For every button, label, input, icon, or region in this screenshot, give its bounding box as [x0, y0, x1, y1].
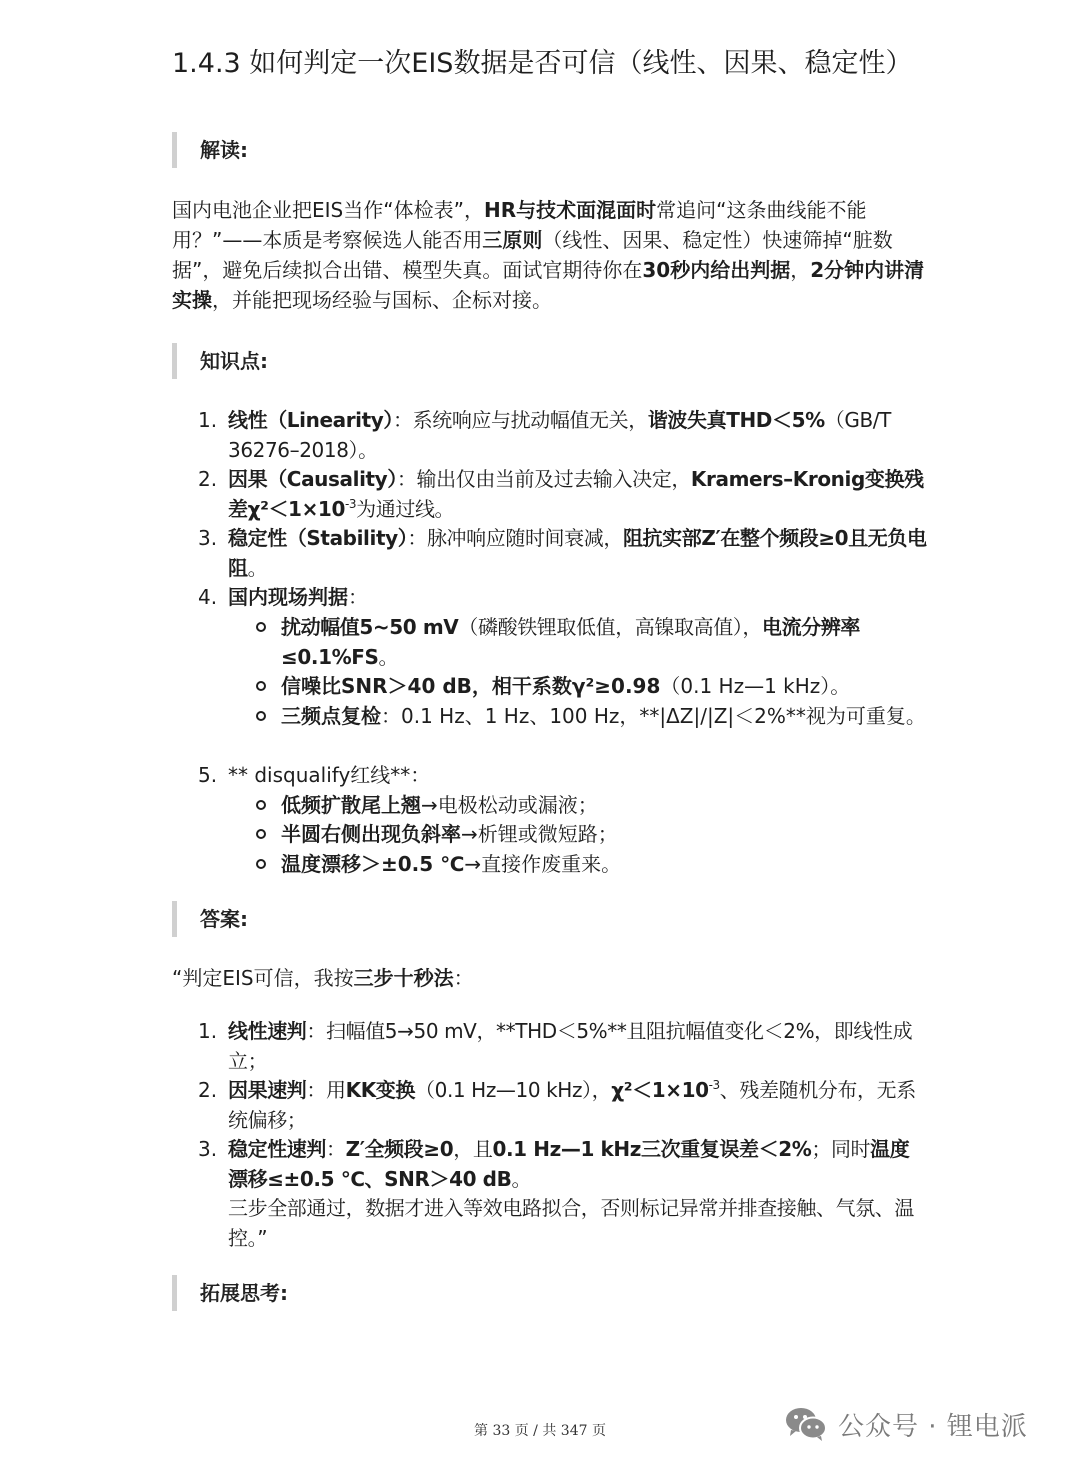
- bullet-circle: [256, 711, 266, 721]
- sub-item-snr: 信噪比SNR＞40 dB，相干系数γ²≥0.98（0.1 Hz—1 kHz）。: [281, 674, 851, 698]
- bullet-circle: [256, 622, 266, 632]
- sub-item-amplitude: 扰动幅值5~50 mV（磷酸铁锂取低值，高镍取高值），电流分辨率≤0.1%FS。: [281, 615, 860, 669]
- list-number: 3.: [198, 1137, 218, 1161]
- page-number: 第 33 页 / 共 347 页: [474, 1423, 606, 1439]
- section-heading-interpretation: 解读:: [172, 132, 248, 168]
- list-number: 1.: [198, 1019, 218, 1043]
- bullet-circle: [256, 829, 266, 839]
- answer-step-stability: 稳定性速判：Z′全频段≥0，且0.1 Hz—1 kHz三次重复误差＜2%；同时温度漂移≤±0.5 ℃、SNR＞40 dB。: [228, 1137, 910, 1191]
- list-number: 2.: [198, 1078, 218, 1102]
- watermark-text: 公众号 · 锂电派: [838, 1411, 1028, 1442]
- section-heading-answer: 答案:: [172, 901, 248, 937]
- answer-step-linearity: 线性速判：扫幅值5→50 mV，**THD＜5%**且阻抗幅值变化＜2%，即线性成立；: [228, 1019, 913, 1073]
- knowledge-item-stability: 稳定性（Stability）：脉冲响应随时间衰减，阻抗实部Z′在整个频段≥0且无负电阻。: [228, 526, 927, 580]
- answer-step-causality: 因果速判：用KK变换（0.1 Hz—10 kHz），$\chi^2<1\times 10^{-3}$、残差随机分布，无系统偏移；: [228, 1078, 916, 1132]
- intro-paragraph: 国内电池企业把EIS当作“体检表”，HR与技术面混面时常追问“这条曲线能不能用？”——本质是考察候选人能否用三原则（线性、因果、稳定性）快速筛掉“脏数据”，避免后续拟合出错、模型失真。面试官期待你在30秒内给出判据，2分钟内讲清实操，并能把现场经验与国标、企标对接。: [172, 198, 925, 312]
- red-line-item: 低频扩散尾上翘→电极松动或漏液；: [281, 793, 598, 817]
- bullet-circle: [256, 681, 266, 691]
- answer-closing: 三步全部通过，数据才进入等效电路拟合，否则标记异常并排查接触、气氛、温控。”: [228, 1196, 914, 1250]
- sub-item-recheck: 三频点复检：0.1 Hz、1 Hz、100 Hz，**|ΔZ|/|Z|＜2%**视为可重复。: [281, 704, 926, 728]
- page-title: 1.4.3 如何判定一次EIS数据是否可信（线性、因果、稳定性）: [172, 48, 913, 79]
- list-number: 2.: [198, 467, 218, 491]
- red-line-item: 温度漂移＞±0.5 ℃→直接作废重来。: [281, 852, 622, 876]
- list-number: 1.: [198, 408, 218, 432]
- watermark: [784, 1402, 1028, 1446]
- knowledge-item-linearity: 线性（Linearity）：系统响应与扰动幅值无关，谐波失真THD＜5%（GB/T 36276–2018）。: [228, 408, 891, 462]
- list-number: 4.: [198, 585, 218, 609]
- red-line-item: 半圆右侧出现负斜率→析锂或微短路；: [281, 822, 618, 846]
- knowledge-item-red-lines: ** disqualify红线**：: [228, 763, 431, 787]
- answer-lead: “判定EIS可信，我按三步十秒法：: [172, 966, 474, 990]
- knowledge-item-field-criteria: 国内现场判据：: [228, 585, 368, 609]
- list-number: 3.: [198, 526, 218, 550]
- bullet-circle: [256, 859, 266, 869]
- section-heading-extension: 拓展思考:: [172, 1275, 288, 1311]
- section-heading-knowledge: 知识点:: [172, 343, 268, 379]
- bullet-circle: [256, 800, 266, 810]
- knowledge-item-causality: 因果（Causality）：输出仅由当前及过去输入决定，Kramers–Kronig变换残差$\chi^2<1\times 10^{-3}$为通过线。: [228, 467, 924, 521]
- list-number: 5.: [198, 763, 218, 787]
- wechat-icon: [784, 1406, 828, 1442]
